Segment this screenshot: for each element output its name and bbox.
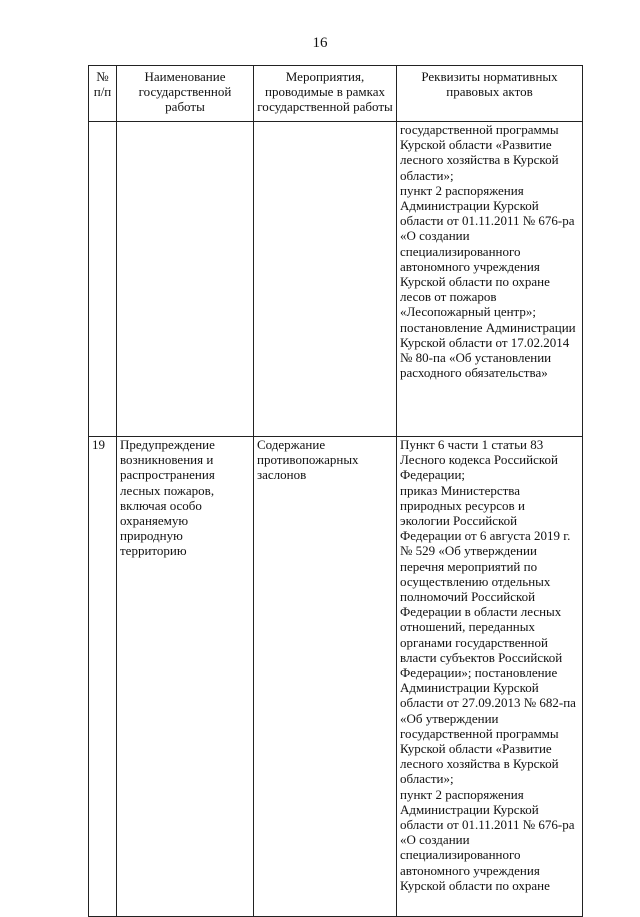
header-line: Наименование [144, 69, 226, 84]
text-line: области от 27.09.2013 № 682-па [400, 695, 576, 711]
text-line: области»; [400, 771, 454, 787]
header-line: Реквизиты нормативных [421, 69, 558, 84]
text-line: области от 01.11.2011 № 676-ра [400, 213, 575, 229]
text-line: Администрации Курской [400, 680, 539, 696]
text-line: власти субъектов Российской [400, 649, 563, 665]
text-line: территорию [120, 543, 187, 559]
work-name-cell [117, 437, 254, 917]
events-cell [254, 437, 397, 917]
header-line: проводимые в рамках [265, 84, 385, 100]
events-cell [254, 122, 397, 437]
row-number-cell: 19 [89, 437, 117, 917]
text-line: «О создании [400, 228, 470, 244]
legal-acts-cell [397, 122, 583, 437]
text-line: полномочий Российской [400, 589, 536, 605]
text-line: включая особо [120, 497, 202, 513]
text-line: специализированного [400, 243, 521, 259]
text-line: Содержание [257, 437, 326, 452]
text-line: Федерации в области лесных [400, 604, 562, 620]
text-line: осуществлению отдельных [400, 573, 551, 589]
text-line: органами государственной [400, 634, 548, 650]
text-line: перечня мероприятий по [400, 558, 538, 574]
header-line: государственной [138, 84, 232, 100]
text-line: «Лесопожарный центр»; [400, 304, 537, 320]
text-line: Курской области от 17.02.2014 [400, 334, 570, 350]
text-line: № 529 «Об утверждении [400, 543, 537, 559]
text-line: автономного учреждения [400, 258, 540, 274]
text-line: пункт 2 распоряжения [400, 182, 524, 198]
text-line: постановление Администрации [400, 319, 576, 335]
text-line: Администрации Курской [400, 801, 539, 817]
text-line: № 80-па «Об установлении [400, 350, 552, 366]
text-line: государственной программы [400, 725, 559, 741]
text-line: лесного хозяйства в Курской [400, 152, 559, 168]
table-row [89, 122, 583, 437]
row-number-cell [89, 122, 117, 437]
text-line: отношений, переданных [400, 619, 535, 635]
text-line: охраняемую [120, 513, 189, 529]
text-line: Лесного кодекса Российской [400, 452, 558, 468]
header-line: № [96, 69, 109, 84]
text-line: природных ресурсов и [400, 497, 525, 513]
text-line: Курской области по охране [400, 877, 550, 893]
text-line: Администрации Курской [400, 198, 539, 214]
header-events [254, 66, 397, 122]
table-row [89, 437, 583, 917]
text-line: Федерации»; постановление [400, 665, 558, 681]
text-line: «О создании [400, 832, 470, 848]
table-header-row [89, 66, 583, 122]
text-line: государственной программы [400, 122, 559, 137]
text-line: «Об утверждении [400, 710, 499, 726]
text-line: Курской области «Развитие [400, 741, 552, 757]
text-line: распространения [120, 467, 215, 483]
text-line: расходного обязательства» [400, 365, 548, 381]
text-line: области от 01.11.2011 № 676-ра [400, 817, 575, 833]
text-line: приказ Министерства [400, 482, 521, 498]
page-number: 16 [312, 35, 328, 51]
text-line: Федерации от 6 августа 2019 г. [400, 528, 571, 544]
text-line: лесного хозяйства в Курской [400, 756, 559, 772]
legal-acts-cell [397, 437, 583, 917]
header-number [89, 66, 117, 122]
header-line: государственной работы [257, 99, 393, 115]
header-legal-acts [397, 66, 583, 122]
text-line: автономного учреждения [400, 862, 540, 878]
text-line: Курской области по охране [400, 274, 550, 290]
text-line: противопожарных [257, 452, 359, 468]
work-name-cell [117, 122, 254, 437]
text-line: Курской области «Развитие [400, 137, 552, 153]
text-line: лесных пожаров, [120, 482, 215, 498]
header-work-name [117, 66, 254, 122]
text-line: Пункт 6 части 1 статьи 83 [400, 437, 544, 452]
header-line: правовых актов [446, 84, 533, 100]
text-line: лесов от пожаров [400, 289, 497, 305]
header-line: Мероприятия, [285, 69, 365, 84]
header-line: работы [165, 99, 205, 115]
text-line: специализированного [400, 847, 521, 863]
text-line: области»; [400, 167, 454, 183]
text-line: возникновения и [120, 452, 214, 468]
header-line: п/п [93, 84, 112, 100]
text-line: пункт 2 распоряжения [400, 786, 524, 802]
text-line: экологии Российской [400, 513, 518, 529]
text-line: Федерации; [400, 467, 466, 483]
text-line: Предупреждение [120, 437, 215, 452]
text-line: заслонов [257, 467, 307, 483]
legal-acts-table [88, 65, 583, 917]
text-line: природную [120, 528, 183, 544]
